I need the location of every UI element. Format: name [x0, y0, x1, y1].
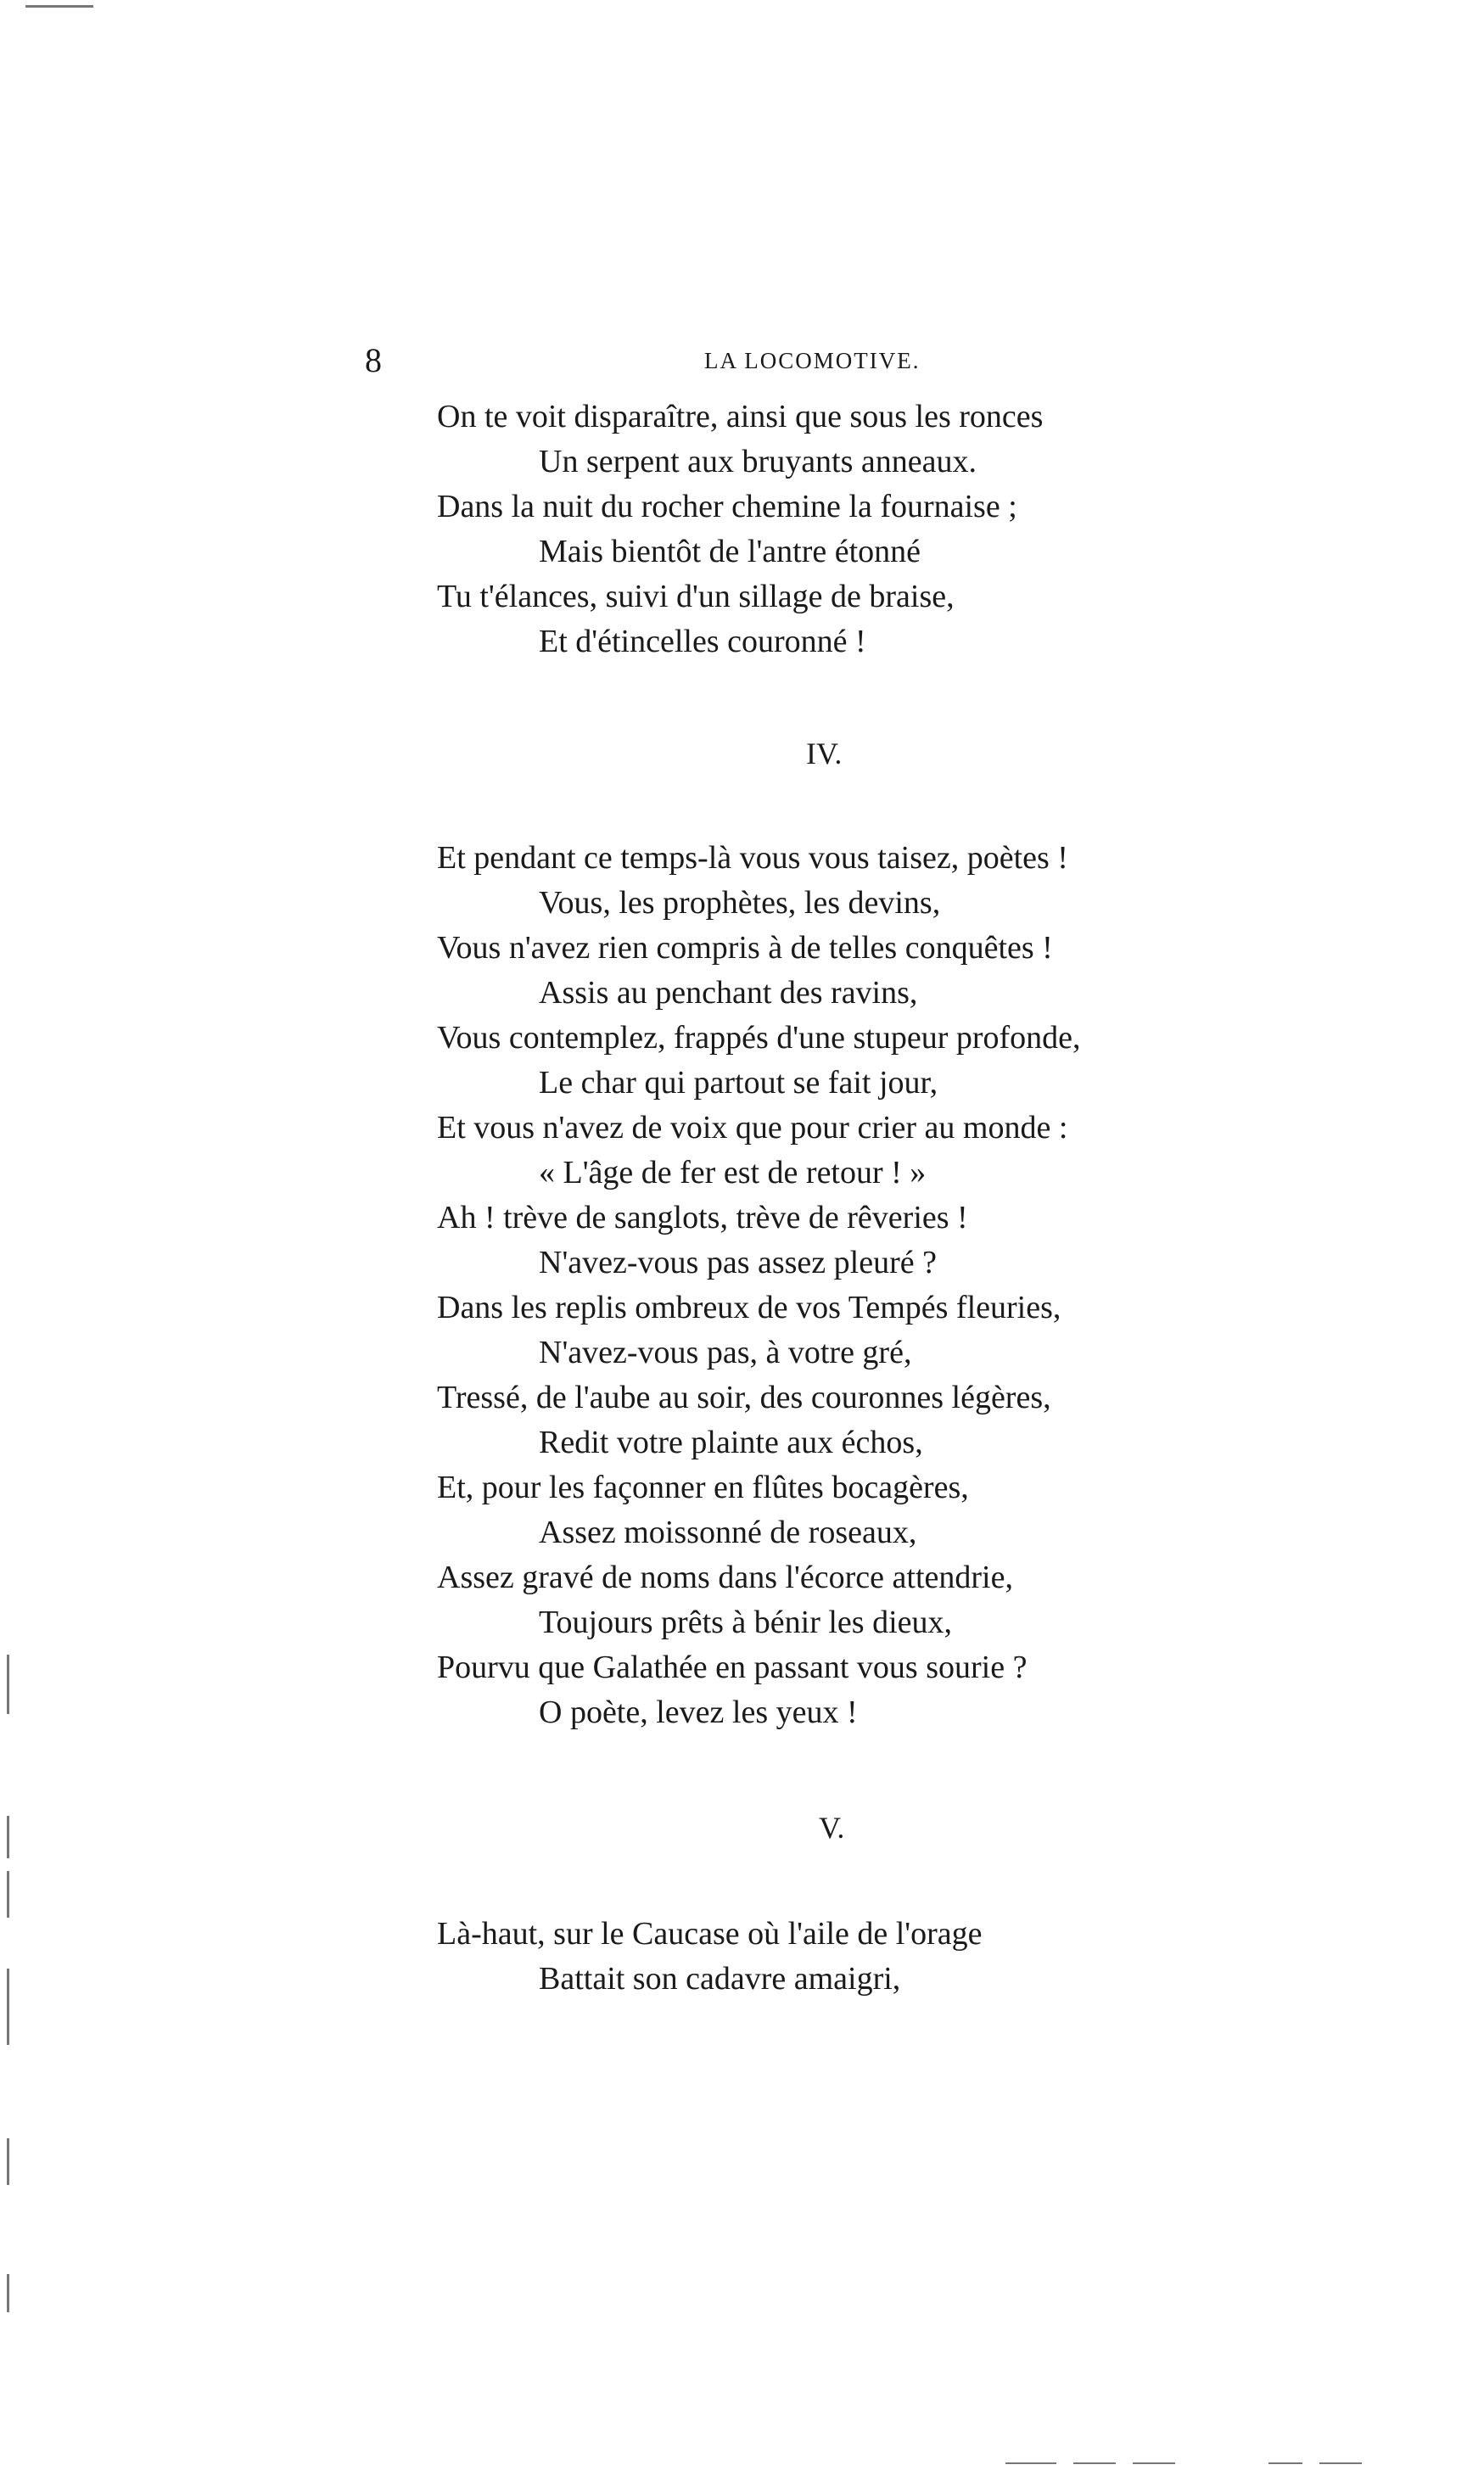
section-heading-v: V. [819, 1811, 845, 1845]
verse-line: O poète, levez les yeux ! [539, 1695, 858, 1730]
verse-line: Vous contemplez, frappés d'une stupeur profonde, [437, 1020, 1081, 1056]
verse-line: Assis au penchant des ravins, [539, 975, 918, 1011]
verse-line: Mais bientôt de l'antre étonné [539, 534, 921, 569]
verse-line: Dans la nuit du rocher chemine la fournaise ; [437, 489, 1017, 524]
verse-line: Et d'étincelles couronné ! [539, 624, 866, 659]
verse-line: Vous, les prophètes, les devins, [539, 885, 941, 921]
scan-artifact [7, 1655, 9, 1714]
verse-line: N'avez-vous pas assez pleuré ? [539, 1245, 937, 1280]
verse-line: Ah ! trève de sanglots, trève de rêveries ! [437, 1200, 968, 1235]
scan-artifact [7, 2274, 9, 2312]
scan-artifact [1319, 2462, 1362, 2464]
running-title: LA LOCOMOTIVE. [704, 348, 921, 373]
verse-line: Tressé, de l'aube au soir, des couronnes légères, [437, 1380, 1051, 1415]
verse-line: On te voit disparaître, ainsi que sous les ronces [437, 399, 1044, 434]
verse-line: Pourvu que Galathée en passant vous sourie ? [437, 1650, 1028, 1685]
scan-artifact [1073, 2462, 1116, 2464]
verse-line: Et vous n'avez de voix que pour crier au monde : [437, 1110, 1068, 1146]
section-heading-iv: IV. [806, 737, 843, 770]
verse-line: Et, pour les façonner en flûtes bocagères, [437, 1470, 969, 1505]
verse-line: Et pendant ce temps-là vous vous taisez, poètes ! [437, 840, 1068, 876]
scan-artifact [7, 2138, 9, 2185]
scan-artifact [7, 1816, 9, 1858]
verse-line: Un serpent aux bruyants anneaux. [539, 444, 977, 479]
scan-artifact [1005, 2462, 1056, 2464]
page-number: 8 [365, 341, 382, 379]
verse-line: Redit votre plainte aux échos, [539, 1425, 923, 1460]
verse-line: N'avez-vous pas, à votre gré, [539, 1335, 912, 1370]
verse-line: Vous n'avez rien compris à de telles conquêtes ! [437, 930, 1053, 966]
verse-line: Toujours prêts à bénir les dieux, [539, 1605, 953, 1640]
verse-line: Là-haut, sur le Caucase où l'aile de l'orage [437, 1916, 983, 1952]
verse-line: Assez moissonné de roseaux, [539, 1515, 917, 1550]
scan-artifact [25, 5, 93, 8]
verse-line: Le char qui partout se fait jour, [539, 1065, 938, 1101]
scan-artifact [1268, 2462, 1302, 2464]
verse-line: Battait son cadavre amaigri, [539, 1961, 901, 1997]
page-header [365, 335, 976, 386]
scan-artifact [1133, 2462, 1175, 2464]
verse-line: « L'âge de fer est de retour ! » [539, 1155, 927, 1190]
scan-artifact [7, 1969, 9, 2045]
verse-line: Assez gravé de noms dans l'écorce attendrie, [437, 1560, 1013, 1595]
verse-line: Tu t'élances, suivi d'un sillage de braise, [437, 579, 955, 614]
scan-artifact [7, 1871, 9, 1918]
verse-line: Dans les replis ombreux de vos Tempés fleuries, [437, 1290, 1061, 1325]
